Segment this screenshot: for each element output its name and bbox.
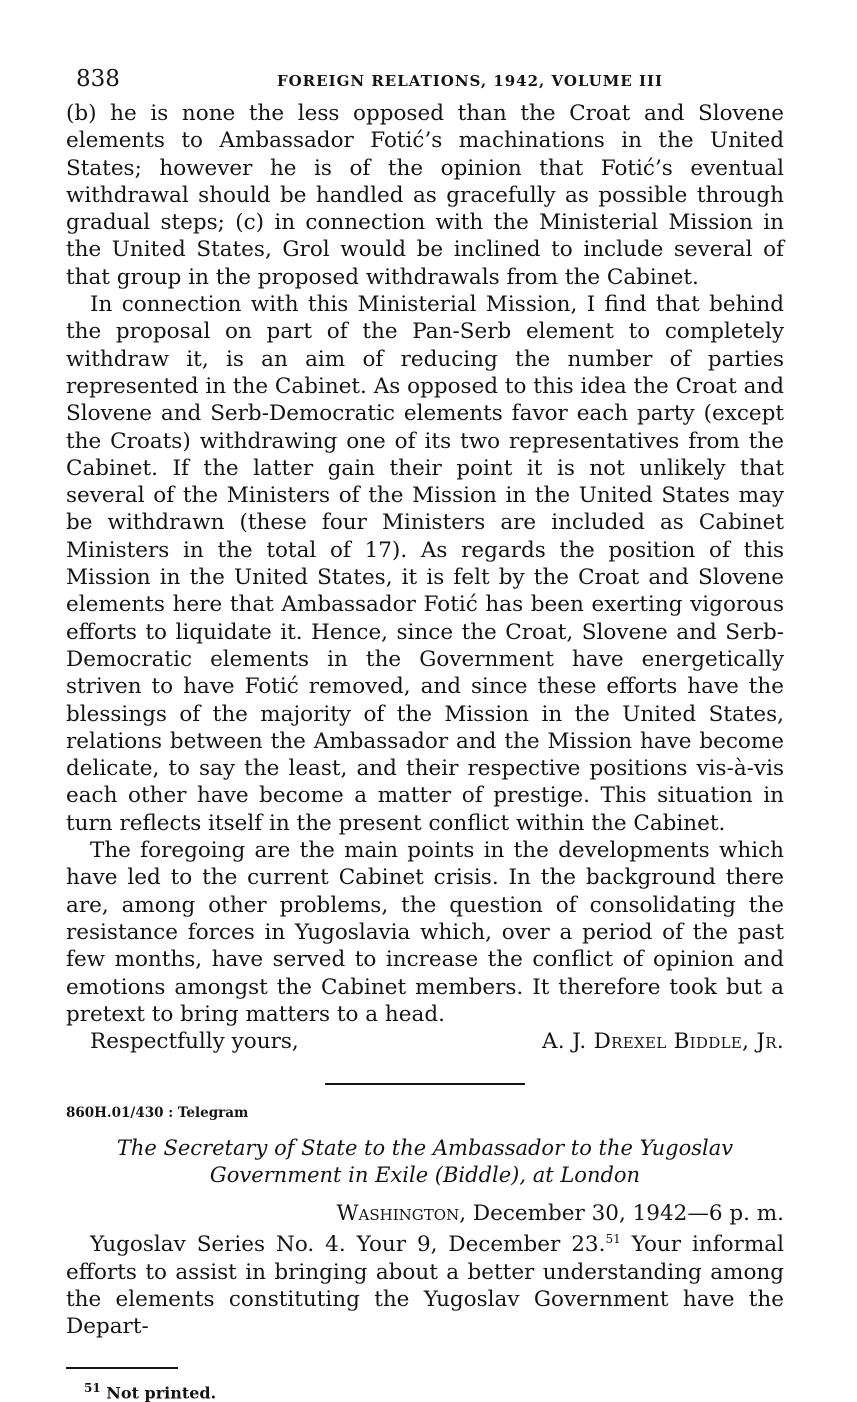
dateline-place: Washington (336, 1201, 460, 1227)
file-id: 860H.01/430 : Telegram (66, 1105, 249, 1122)
paragraph: (b) he is none the less opposed than the Croat and Slovene elements to Ambassador Fotić’s machinations in the United States; however he is of the opinion that Fotić’s eventual withdrawal should be handled as gracefully as possible through gradual steps; (c) in connection with the Ministerial Mission in the United States, Grol would be inclined to include several of that group in the proposed withdrawals from the Cabinet. (66, 101, 784, 290)
salutation: Respectfully yours, (90, 1029, 299, 1055)
footnote-text: Not printed. (100, 1383, 217, 1402)
telegram-text-cont: Your informal efforts to assist in bringing about a better understanding among the elements constituting the Yugoslav Government have the Depart- (66, 1232, 784, 1340)
page-header (66, 66, 784, 100)
footnote (66, 1381, 784, 1402)
page-number: 838 (76, 66, 120, 92)
footnote-number: 51 (84, 1380, 101, 1395)
letter-body (66, 100, 784, 1028)
footnote-divider (66, 1367, 178, 1369)
document-title: The Secretary of State to the Ambassador to the Yugoslav Government in Exile (Biddle), at London (116, 1136, 734, 1188)
paragraph: In connection with this Ministerial Mission, I find that behind the proposal on part of the Pan-Serb element to completely withdraw it, is an aim of reducing the number of parties represented in the Cabinet. As opposed to this idea the Croat and Slovene and Serb-Democratic elements favor each party (except the Croats) withdrawing one of its two representatives from the Cabinet. If the latter gain their point it is not unlikely that several of the Ministers of the Mission in the United States may be withdrawn (these four Ministers are included as Cabinet Ministers in the total of 17). As regards the position of this Mission in the United States, it is felt by the Croat and Slovene elements here that Ambassador Fotić has been exerting vigorous efforts to liquidate it. Hence, since the Croat, Slovene and Serb-Democratic elements in the Government have energetically striven to have Fotić removed, and since these efforts have the blessings of the majority of the Mission in the United States, relations between the Ambassador and the Mission have become delicate, to say the least, and their respective positions vis-à-vis each other have become a matter of prestige. This situation in turn reflects itself in the present conflict within the Cabinet. (66, 292, 784, 836)
footnote-ref: 51 (605, 1232, 621, 1247)
telegram-body (66, 1226, 784, 1340)
paragraph (66, 1226, 784, 1340)
dateline-date: , December 30, 1942—6 p. m. (459, 1201, 784, 1227)
document-page (66, 66, 784, 1402)
paragraph: The foregoing are the main points in the developments which have led to the current Cabinet crisis. In the background there are, among other problems, the question of consolidating the resistance forces in Yugoslavia which, over a period of the past few months, have served to increase the conflict of opinion and emotions amongst the Cabinet members. It therefore took but a pretext to bring matters to a head. (66, 838, 784, 1027)
letter-closing (66, 1028, 784, 1055)
telegram-text: Yugoslav Series No. 4. Your 9, December 23. (90, 1232, 606, 1258)
section-divider (325, 1083, 525, 1085)
running-head: FOREIGN RELATIONS, 1942, VOLUME III (276, 72, 664, 90)
dateline (66, 1201, 784, 1226)
signature: A. J. Drexel Biddle, Jr. (541, 1029, 784, 1055)
